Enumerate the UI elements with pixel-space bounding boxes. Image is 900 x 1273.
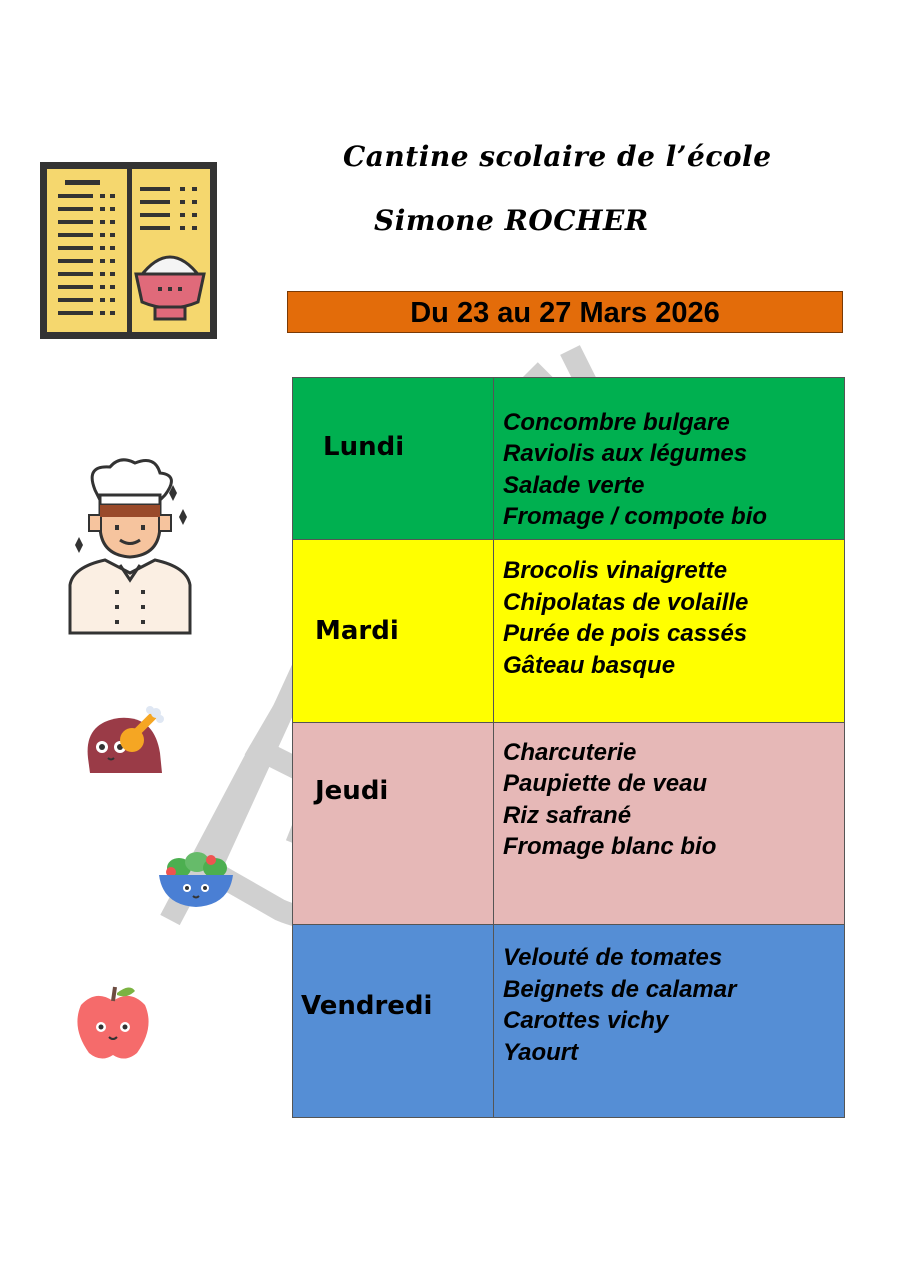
dish-item: Chipolatas de volaille xyxy=(503,588,749,616)
date-range-banner: Du 23 au 27 Mars 2026 xyxy=(287,291,843,333)
dish-list xyxy=(494,723,845,925)
dish-item: Raviolis aux légumes xyxy=(503,440,748,467)
menu-row-vendredi xyxy=(293,925,845,1118)
menu-row-jeudi xyxy=(293,723,845,925)
dish-item: Fromage blanc bio xyxy=(503,833,717,860)
day-label: Jeudi xyxy=(293,723,494,925)
dish-item: Carottes vichy xyxy=(503,1007,669,1034)
day-label: Lundi xyxy=(293,378,494,540)
menu-row-lundi xyxy=(293,378,845,540)
dish-item: Salade verte xyxy=(503,471,645,499)
weekly-menu-table xyxy=(292,377,845,1118)
day-label: Mardi xyxy=(293,540,494,723)
menu-row-mardi xyxy=(293,540,845,723)
dish-item: Gâteau basque xyxy=(503,651,676,679)
roast-chicken-icon xyxy=(84,703,174,777)
school-name-line2: Simone ROCHER xyxy=(374,204,649,237)
menu-book-icon xyxy=(40,162,217,339)
dish-item: Concombre bulgare xyxy=(503,408,730,436)
dish-list xyxy=(494,540,845,723)
dish-list xyxy=(494,925,845,1118)
dish-item: Charcuterie xyxy=(503,738,637,766)
dish-item: Brocolis vinaigrette xyxy=(503,557,728,584)
dish-list xyxy=(494,378,845,540)
dish-item: Yaourt xyxy=(503,1038,579,1066)
day-label: Vendredi xyxy=(293,925,494,1118)
school-name-line1: Cantine scolaire de l’école xyxy=(343,140,772,173)
dish-item: Fromage / compote bio xyxy=(503,503,768,530)
dish-item: Beignets de calamar xyxy=(503,975,737,1003)
apple-icon xyxy=(75,983,151,1061)
dish-item: Paupiette de veau xyxy=(503,770,708,797)
chef-icon xyxy=(65,455,197,635)
salad-bowl-icon xyxy=(157,850,235,910)
dish-item: Riz safrané xyxy=(503,801,632,829)
dish-item: Purée de pois cassés xyxy=(503,620,748,647)
dish-item: Velouté de tomates xyxy=(503,944,723,971)
